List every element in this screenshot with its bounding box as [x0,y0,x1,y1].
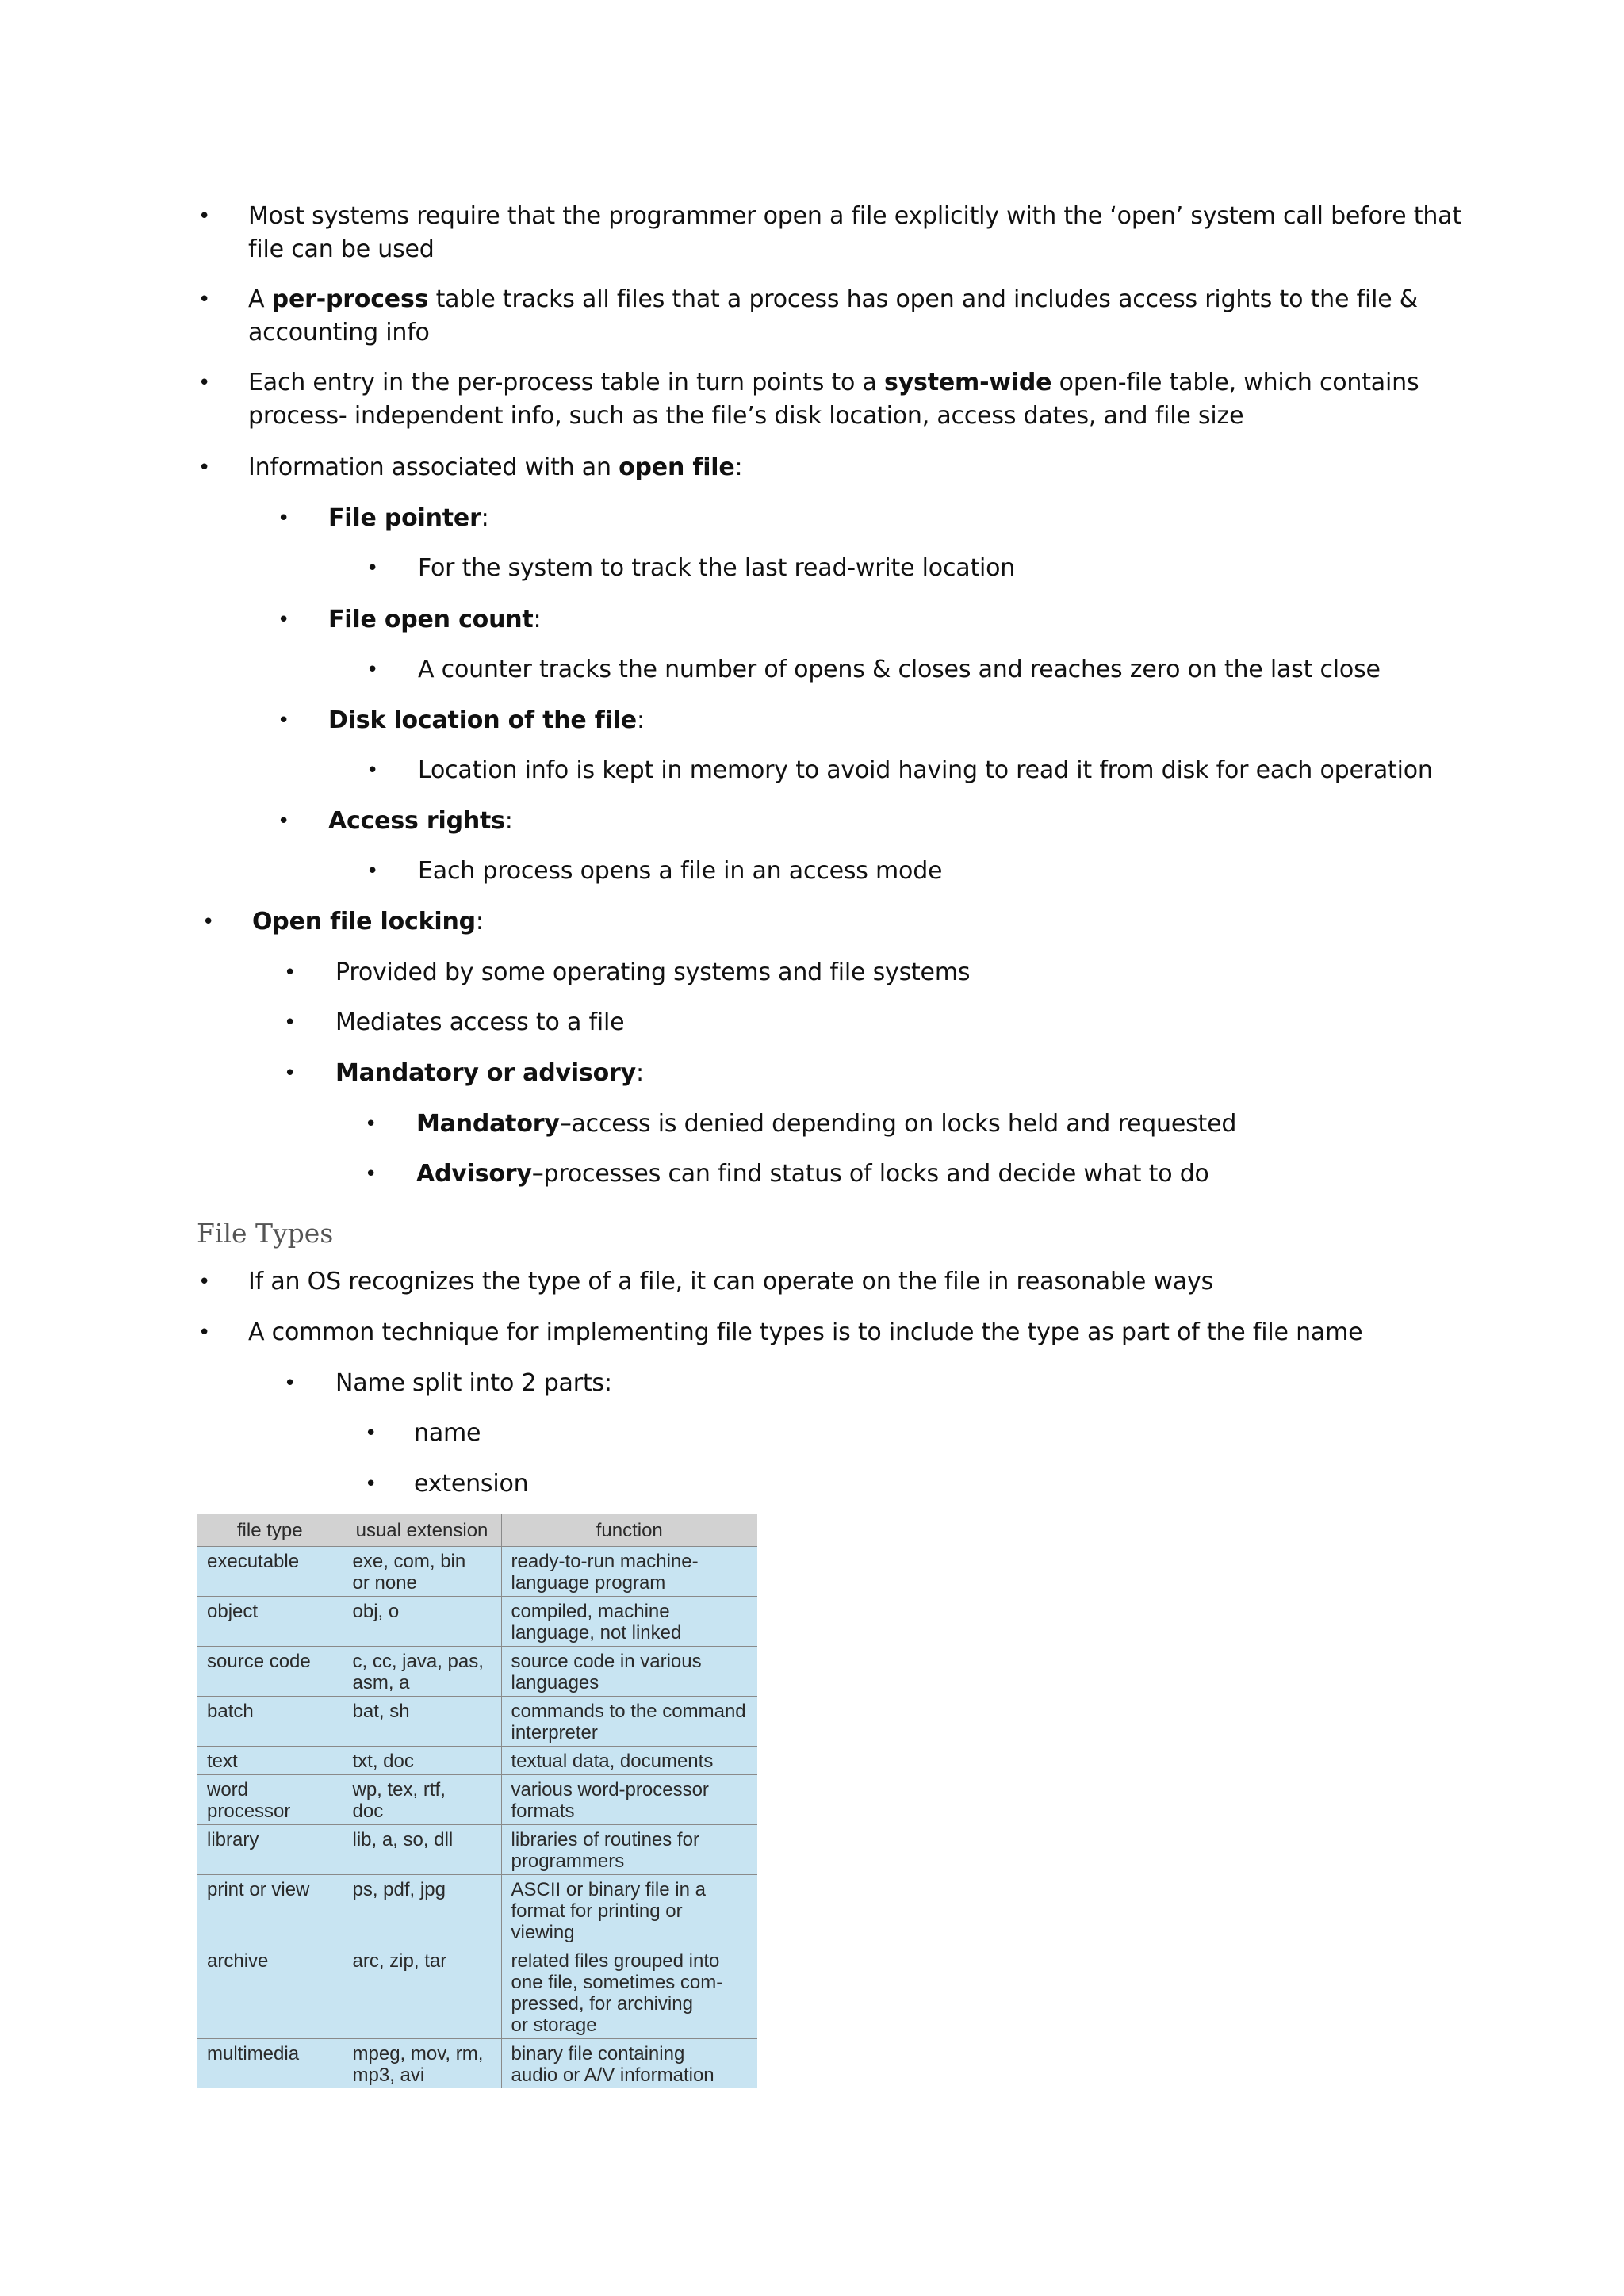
list-item-advisory: • Advisory–processes can find status of locks and decide what to do [0,1158,1624,1191]
table-row [197,1775,757,1825]
table-cell [343,1825,501,1875]
table-cell [197,1747,343,1775]
bullet-dot: • [278,709,290,733]
list-item-text: extension [414,1470,529,1498]
table-cell [197,1946,343,2039]
table-cell [501,1747,757,1775]
cell-line: word processor [207,1779,291,1822]
table-cell [343,1647,501,1697]
list-item [0,855,1624,888]
table-cell [197,1647,343,1697]
cell-line: doc [352,1800,384,1822]
list-item-text-continued: process- independent info, such as the file’s disk location, access dates, and file size [248,402,1244,430]
table-cell [501,1697,757,1747]
cell-line: related files grouped into [511,1950,720,1972]
table-cell [197,1597,343,1647]
list-item [0,956,1624,989]
bullet-dot: • [202,910,215,934]
bold-term: Mandatory [416,1110,560,1138]
cell-line: various word-processor [511,1779,709,1800]
cell-line: multimedia [207,2043,300,2064]
list-item-text-continued: accounting info [248,319,430,346]
table-cell [501,1597,757,1647]
cell-line: language, not linked [511,1622,682,1644]
table-cell [343,1597,501,1647]
column-header: function [501,1514,757,1547]
bullet-dot: • [284,1372,297,1395]
bullet-dot: • [278,809,290,833]
table-cell [343,2039,501,2089]
cell-line: txt, doc [352,1751,414,1772]
list-item [0,1367,1624,1400]
table-row [197,1875,757,1946]
bullet-dot: • [366,557,379,580]
table-cell [343,1697,501,1747]
cell-line: print or view [207,1879,310,1900]
bullet-dot: • [278,507,290,530]
cell-line: text [207,1751,238,1772]
cell-line: c, cc, java, pas, [352,1651,484,1672]
bold-term: system-wide [884,369,1052,396]
list-item-text: Most systems require that the programmer open a file explicitly with the ‘open’ system call before that [248,202,1461,230]
cell-line: or none [352,1572,417,1594]
cell-line: obj, o [352,1601,400,1622]
cell-line: ps, pdf, jpg [352,1879,446,1900]
list-item-text-continued: file can be used [248,235,435,263]
bold-term: Access rights [328,807,505,835]
cell-line: interpreter [511,1722,598,1743]
table-cell [197,1547,343,1597]
list-item [0,552,1624,585]
list-item-text: name [414,1419,481,1447]
list-item [0,366,1624,433]
bullet-dot: • [365,1112,377,1136]
table-cell [343,1775,501,1825]
cell-line: mpeg, mov, rm, [352,2043,484,2064]
list-item-open-file-locking: • Open file locking: [0,905,1624,939]
list-item-text: Mediates access to a file [335,1008,625,1036]
cell-line: executable [207,1551,300,1572]
table-cell [343,1747,501,1775]
table-row [197,1697,757,1747]
cell-line: format for printing or [511,1900,683,1922]
list-item-text: A common technique for implementing file types is to include the type as part of the file name [248,1318,1363,1346]
list-item-disk-location: • Disk location of the file: [0,704,1624,737]
table-row [197,1647,757,1697]
list-item-text: Information associated with an open file: [248,453,743,481]
bullet-dot: • [198,288,211,312]
list-item [0,200,1624,266]
table-row [197,2039,757,2089]
bullet-dot: • [284,1011,297,1035]
table-cell [197,1697,343,1747]
table-cell [501,1946,757,2039]
cell-line: object [207,1601,259,1622]
bullet-dot: • [365,1162,377,1186]
cell-line: source code [207,1651,311,1672]
bold-term: open file [619,453,735,481]
list-item [0,451,1624,484]
table-row [197,1547,757,1597]
cell-line: source code in various [511,1651,702,1672]
list-item-file-open-count: • File open count: [0,603,1624,637]
table-row [197,1747,757,1775]
table-cell [501,1825,757,1875]
list-item-text: Location info is kept in memory to avoid having to read it from disk for each operation [418,756,1433,784]
cell-line: bat, sh [352,1701,410,1722]
cell-line: programmers [511,1850,625,1872]
cell-line: commands to the command [511,1701,746,1722]
list-item-text: For the system to track the last read-write location [418,554,1016,582]
bullet-dot: • [278,608,290,632]
bullet-dot: • [198,371,211,395]
cell-line: library [207,1829,259,1850]
cell-line: or storage [511,2015,597,2036]
table-cell [343,1547,501,1597]
column-header: file type [197,1514,343,1547]
cell-line: binary file containing [511,2043,685,2064]
column-header: usual extension [343,1514,501,1547]
list-item-text: Each entry in the per-process table in turn points to a system-wide open-file table, which contains [248,369,1419,396]
cell-line: batch [207,1701,254,1722]
table-cell [197,1875,343,1946]
section-heading-file-types: File Types [197,1218,334,1249]
cell-line: pressed, for archiving [511,1993,693,2015]
list-item [0,1417,1624,1450]
table-cell [501,1875,757,1946]
bullet-dot: • [366,658,379,682]
bullet-dot: • [365,1472,377,1496]
bullet-dot: • [284,961,297,985]
table-cell [501,1547,757,1597]
list-item-text: Name split into 2 parts: [335,1369,612,1397]
list-item [0,1468,1624,1501]
table-cell [343,1875,501,1946]
bold-term: Advisory [416,1160,532,1188]
list-item [0,1265,1624,1299]
list-item-mandatory-or-advisory: • Mandatory or advisory: [0,1057,1624,1090]
bold-term: Mandatory or advisory [335,1059,636,1087]
cell-line: ready-to-run machine- [511,1551,699,1572]
table-cell [501,1775,757,1825]
bullet-dot: • [198,205,211,228]
bold-term: Open file locking [252,908,476,936]
cell-line: wp, tex, rtf, [352,1779,446,1800]
list-item [0,1316,1624,1349]
cell-line: language program [511,1572,666,1594]
bullet-dot: • [198,1270,211,1294]
list-item-access-rights: • Access rights: [0,805,1624,838]
bullet-dot: • [198,1321,211,1345]
table-cell [501,1647,757,1697]
bullet-dot: • [366,859,379,883]
cell-line: mp3, avi [352,2064,425,2086]
table-row [197,1946,757,2039]
table-header-row [197,1514,757,1547]
cell-line: exe, com, bin [352,1551,466,1572]
list-item [0,283,1624,350]
cell-line: audio or A/V information [511,2064,714,2086]
bullet-dot: • [365,1422,377,1445]
list-item-text: If an OS recognizes the type of a file, it can operate on the file in reasonable ways [248,1268,1214,1295]
table-cell [197,2039,343,2089]
list-item-text: Each process opens a file in an access mode [418,857,943,885]
bold-term: File open count [328,606,534,633]
cell-line: libraries of routines for [511,1829,699,1850]
cell-line: archive [207,1950,269,1972]
table-cell [501,2039,757,2089]
file-types-table [197,1514,757,2088]
cell-line: one file, sometimes com- [511,1972,723,1993]
bold-term: File pointer [328,504,481,532]
list-item-file-pointer: • File pointer: [0,502,1624,535]
list-item [0,653,1624,687]
table-body [197,1547,757,2089]
list-item [0,754,1624,787]
bullet-dot: • [366,759,379,783]
cell-line: textual data, documents [511,1751,714,1772]
table-cell [197,1775,343,1825]
bullet-dot: • [198,456,211,480]
bold-term: per-process [271,285,429,313]
table-row [197,1825,757,1875]
cell-line: asm, a [352,1672,410,1693]
cell-line: lib, a, so, dll [352,1829,454,1850]
table-cell [197,1825,343,1875]
bold-term: Disk location of the file [328,706,637,734]
cell-line: languages [511,1672,599,1693]
list-item-text: A counter tracks the number of opens & closes and reaches zero on the last close [418,656,1381,683]
list-item-text: A per-process table tracks all files that a process has open and includes access rights to the file & [248,285,1418,313]
table-row [197,1597,757,1647]
cell-line: viewing [511,1922,575,1943]
cell-line: arc, zip, tar [352,1950,447,1972]
cell-line: ASCII or binary file in a [511,1879,706,1900]
cell-line: formats [511,1800,575,1822]
list-item-text: Provided by some operating systems and file systems [335,959,971,986]
list-item [0,1006,1624,1039]
cell-line: compiled, machine [511,1601,670,1622]
bullet-dot: • [284,1062,297,1085]
table-cell [343,1946,501,2039]
list-item-mandatory: • Mandatory–access is denied depending on locks held and requested [0,1108,1624,1141]
